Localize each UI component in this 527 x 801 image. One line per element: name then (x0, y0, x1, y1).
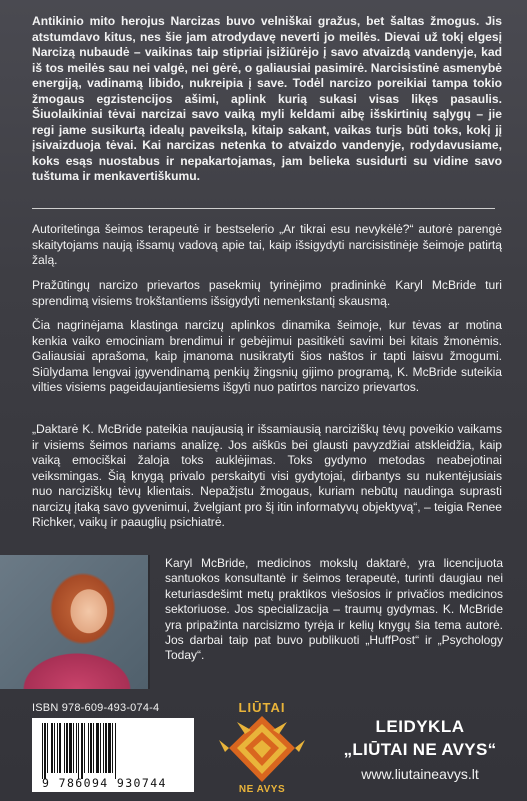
author-bio: Karyl McBride, medicinos mokslų daktarė, yra licencijuota santuokos konsultantė ir šeimos terapeutė, turinti daugiau nei keturiasdešimt metų praktikos viešosios ir privačios medicinos sektoriuose. Jos specializacija – traumų gydymas. K. McBride yra pripažinta narcisizmo tyrėja ir kelių knygų šia tema autorė. Jos darbai taip pat buvo publikuoti „HuffPost“ ir „Psychology Today“. (165, 556, 503, 663)
logo-text-bottom: NE AVYS (238, 784, 286, 795)
barcode (32, 718, 194, 792)
publisher-name: „LIŪTAI NE AVYS“ (343, 740, 497, 759)
divider (32, 208, 495, 209)
author-photo (0, 555, 150, 689)
barcode-number: 9 786094 930744 (42, 776, 167, 790)
description-paragraph: Čia nagrinėjama klastinga narcizų aplinkos dinamika šeimoje, kur tėvas ar motina kenkia vaiko emociniam brendimui ir gebėjimui pasitikėti savimi bei kitais žmonėmis. Galiausiai aprašoma, kaip įmanoma nusikratyti šios naštos ir tapti laisvu žmogumi. Siūlydama lengvai įgyvendinamą penkių žingsnių gijimo programą, K. McBride suteikia vilties visiems pageidaujantiesiems išgyti nuo patirtos narcizo prievartos. (32, 318, 502, 394)
logo-text-top: LIŪTAI (238, 700, 286, 715)
barcode-gap (116, 723, 118, 773)
intro-paragraph: Antikinio mito herojus Narcizas buvo velniškai gražus, bet šaltas žmogus. Jis atstumdavo kitus, nes šie jam atrodydavę neverti jo meilės. Dievai už tokį elgesį Narcizą nubaudė – vaikinas taip stipriai įsižiūrėjo į savo atvaizdą vandenyje, kad iš tos meilės sau nei valgė, nei gėrė, o galiausiai pasimirė. Narcisistinė asmenybė energiją, vadinamą libido, nukreipia į save. Todėl narcizo poreikiai tampa tokio žmogaus egzistencijos ašimi, aplink kurią sukasi visas likęs pasaulis. Šiuolaikiniai tėvai narcizai savo vaiką myli keldami aibę išskirtinių sąlygų – jie regi jame susikurtą idealų paveikslą, kitaip sakant, vaikas turįs būti toks, kokį jį įsivaizduoja tėvai. Kai narcizas netenka to atvaizdo vandenyje, rodydavusiame, koks esąs nuostabus ir nepakartojamas, jam belieka susidurti su vidine savo tuštuma ir menkavertiškumu. (32, 14, 502, 183)
publisher-logo (215, 700, 309, 795)
publisher-url[interactable]: www.liutaineavys.lt (361, 766, 479, 782)
barcode-bars (42, 723, 188, 775)
publisher-label: LEIDYKLA (375, 717, 465, 736)
description-paragraph: Autoritetinga šeimos terapeutė ir bestselerio „Ar tikrai esu nevykėlė?“ autorė parengė skaitytojams naują išsamų vadovą apie tai, kaip išsigydyti narcisistinėje šeimoje patirtą žalą. (32, 222, 502, 267)
review-quote: „Daktarė K. McBride pateikia naujausią ir išsamiausią narciziškų tėvų poveikio vaikams ir visiems šeimos nariams analizę. Jos aiškūs bei glausti pavyzdžiai atskleidžia, kaip vaiką emociškai žaloja toks auklėjimas. Toks gydymo metodas neabejotinai veiksmingas. Šią knygą privalo perskaityti visi gydytojai, dirbantys su nukentėjusiais nuo narciziškų tėvų klientais. Nepažįstu žmogaus, kuriam nebūtų naudinga suprasti narcizų įtaką savo gyvenimui, žvelgiant pro šį itin informatyvų objektyvą“, – teigia Renee Richker, vaikų ir paauglių psichiatrė. (32, 422, 502, 529)
isbn: ISBN 978-609-493-074-4 (32, 702, 160, 714)
lion-emblem-icon (215, 700, 309, 795)
description-paragraph: Pražūtingų narcizo prievartos pasekmių tyrinėjimo pradininkė Karyl McBride turi sprendimą visiems trokštantiems išsigydyti nemenkstantį skausmą. (32, 278, 502, 308)
